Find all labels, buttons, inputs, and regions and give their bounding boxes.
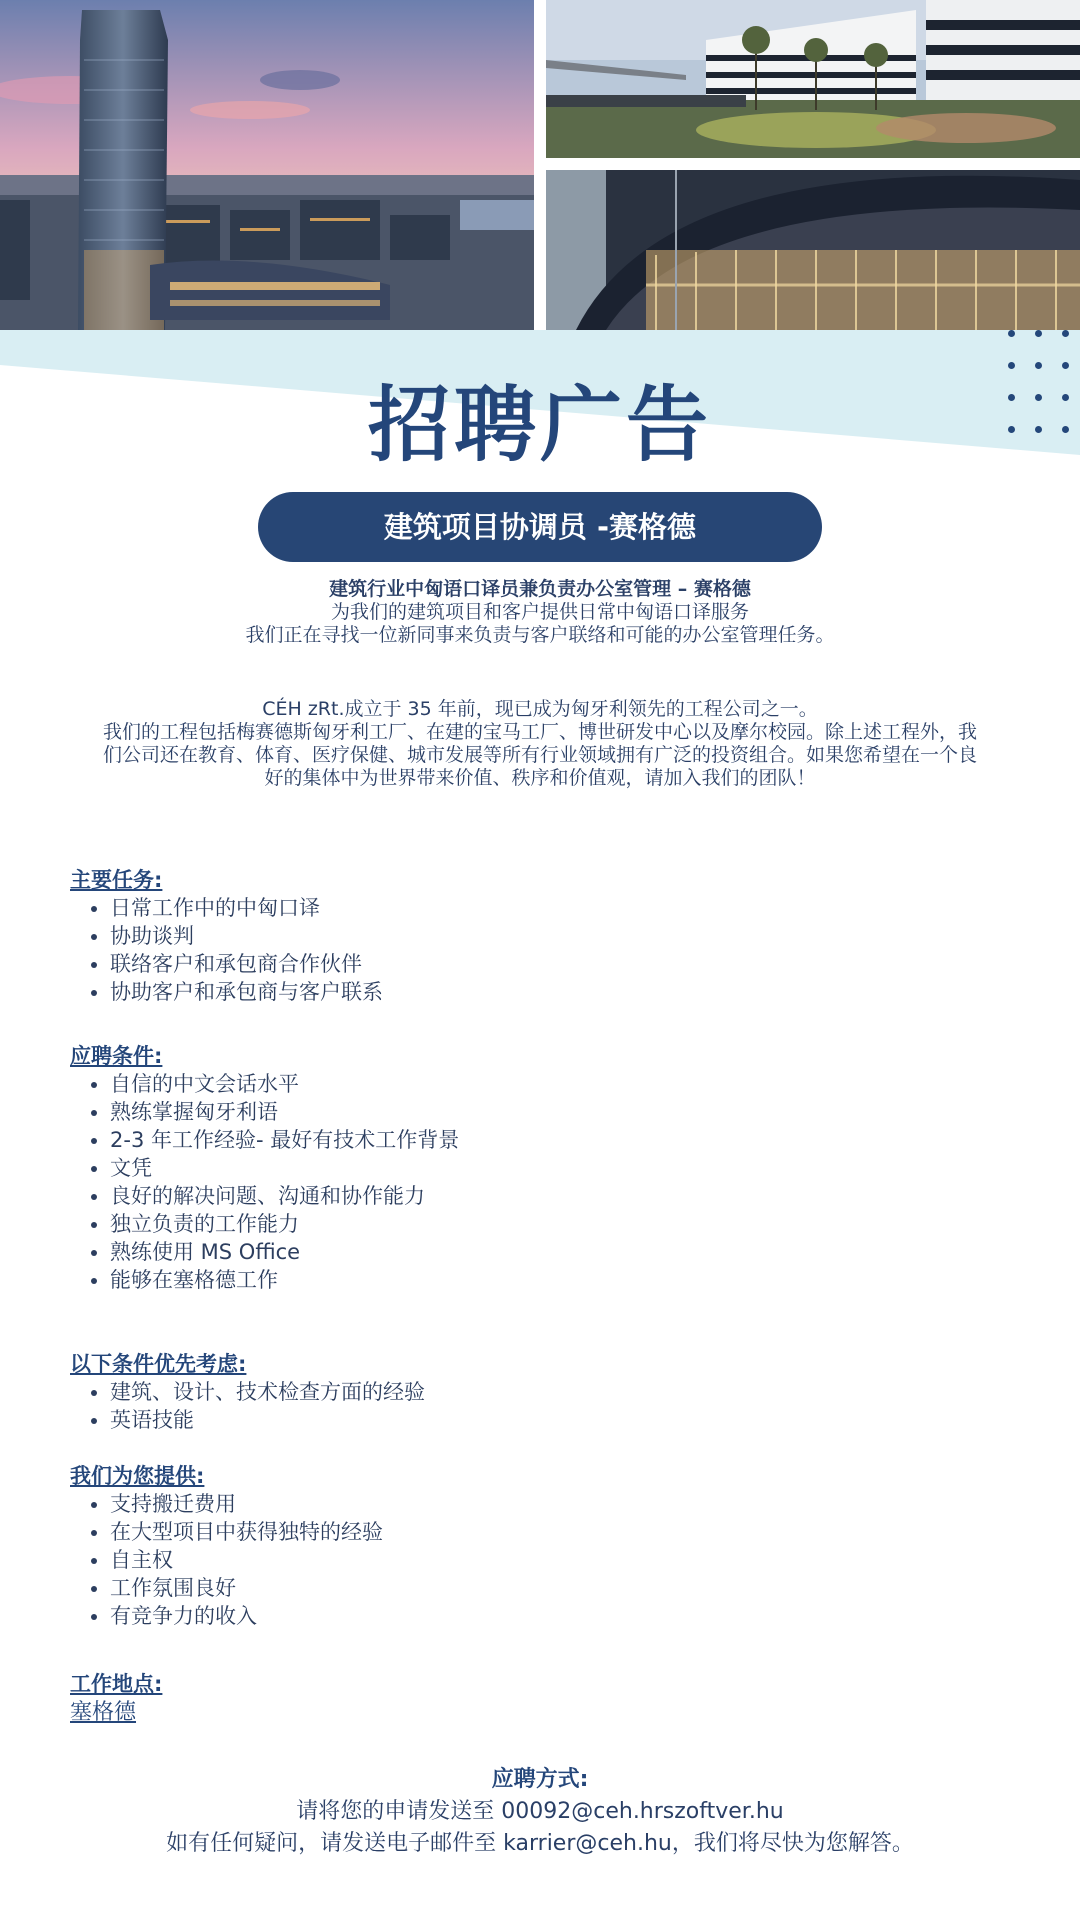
company-line: 们公司还在教育、体育、医疗保健、城市发展等所有行业领域拥有广泛的投资组合。如果您希望在一个良 bbox=[102, 744, 977, 766]
photo-collage bbox=[0, 0, 1080, 330]
list-item: • 工作氛围良好 bbox=[110, 1574, 1010, 1602]
list-item: • 在大型项目中获得独特的经验 bbox=[110, 1518, 1010, 1546]
section-tasks bbox=[70, 866, 1010, 1006]
list-item: • 良好的解决问题、沟通和协作能力 bbox=[110, 1182, 1010, 1210]
list-item: • 建筑、设计、技术检查方面的经验 bbox=[110, 1378, 1010, 1406]
company-line: CÉH zRt.成立于 35 年前，现已成为匈牙利领先的工程公司之一。 bbox=[262, 698, 818, 720]
section-offer bbox=[70, 1462, 1010, 1630]
list-item: • 协助客户和承包商与客户联系 bbox=[110, 978, 1010, 1006]
list-item: • 自主权 bbox=[110, 1546, 1010, 1574]
arena-interior-photo bbox=[546, 170, 1080, 330]
page-title: 招聘广告 bbox=[367, 378, 712, 473]
section-requirements bbox=[70, 1042, 1010, 1294]
intro-line: 我们正在寻找一位新同事来负责与客户联络和可能的办公室管理任务。 bbox=[245, 624, 835, 646]
list-item: • 日常工作中的中匈口译 bbox=[110, 894, 1010, 922]
list-item: • 能够在塞格德工作 bbox=[110, 1266, 1010, 1294]
section-title: 应聘条件: bbox=[70, 1044, 163, 1068]
section-title: 以下条件优先考虑: bbox=[70, 1352, 247, 1376]
position-title-badge: 建筑项目协调员 -赛格德 bbox=[258, 492, 822, 562]
list-item: • 协助谈判 bbox=[110, 922, 1010, 950]
list-item: • 2-3 年工作经验- 最好有技术工作背景 bbox=[110, 1126, 1010, 1154]
list-item: • 熟练掌握匈牙利语 bbox=[110, 1098, 1010, 1126]
apply-title: 应聘方式: bbox=[491, 1767, 589, 1792]
list-item: • 文凭 bbox=[110, 1154, 1010, 1182]
list-item: • 英语技能 bbox=[110, 1406, 1010, 1434]
list-item: • 支持搬迁费用 bbox=[110, 1490, 1010, 1518]
list-item: • 联络客户和承包商合作伙伴 bbox=[110, 950, 1010, 978]
intro-block bbox=[60, 578, 1020, 647]
application-info bbox=[0, 1764, 1080, 1860]
task-list bbox=[70, 894, 1010, 1006]
section-preferred bbox=[70, 1350, 1010, 1434]
intro-headline: 建筑行业中匈语口译员兼负责办公室管理 – 赛格德 bbox=[329, 578, 751, 600]
apply-contact-line: 如有任何疑问，请发送电子邮件至 karrier@ceh.hu，我们将尽快为您解答。 bbox=[166, 1831, 914, 1856]
section-title: 我们为您提供: bbox=[70, 1464, 205, 1488]
intro-line: 为我们的建筑项目和客户提供日常中匈语口译服务 bbox=[330, 601, 749, 623]
company-description bbox=[60, 698, 1020, 790]
requirement-list bbox=[70, 1070, 1010, 1294]
location-value: 塞格德 bbox=[70, 1700, 137, 1725]
list-item: • 有竞争力的收入 bbox=[110, 1602, 1010, 1630]
section-title: 工作地点: bbox=[70, 1672, 163, 1696]
list-item: • 独立负责的工作能力 bbox=[110, 1210, 1010, 1238]
tower-skyline-photo bbox=[0, 0, 534, 330]
company-line: 我们的工程包括梅赛德斯匈牙利工厂、在建的宝马工厂、博世研发中心以及摩尔校园。除上述工程外，我 bbox=[102, 721, 977, 743]
section-title: 主要任务: bbox=[70, 868, 163, 892]
offer-list bbox=[70, 1490, 1010, 1630]
list-item: • 自信的中文会话水平 bbox=[110, 1070, 1010, 1098]
section-location bbox=[70, 1670, 1010, 1728]
apply-email-line: 请将您的申请发送至 00092@ceh.hrszoftver.hu bbox=[296, 1799, 784, 1824]
company-line: 好的集体中为世界带来价值、秩序和价值观，请加入我们的团队！ bbox=[264, 767, 816, 789]
list-item: • 熟练使用 MS Office bbox=[110, 1238, 1010, 1266]
preferred-list bbox=[70, 1378, 1010, 1434]
office-building-photo bbox=[546, 0, 1080, 158]
